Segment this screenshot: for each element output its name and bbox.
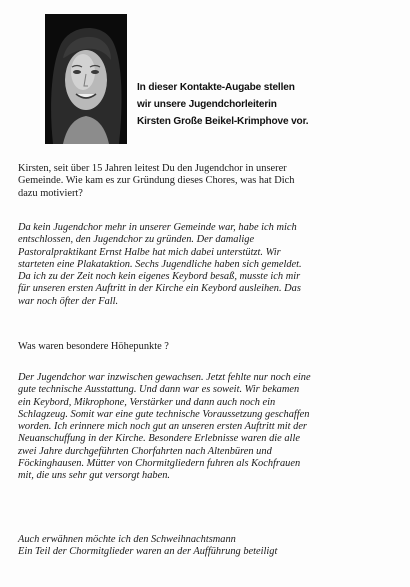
question-line: dazu motiviert? — [18, 187, 83, 199]
answer-line: gute technische Ausstattung. Und dann war es soweit. Wir bekamen — [18, 384, 300, 396]
answer-1 — [18, 222, 406, 308]
answer-line: starteten eine Plakataktion. Sechs Jugendliche haben sich gemeldet. — [18, 258, 302, 270]
intro-line: Kirsten Große Beikel-Krimphove vor. — [137, 115, 309, 127]
answer-line: Neuanschuffung in der Kirche. Besondere Erlebnisse waren die alle — [18, 433, 300, 445]
answer-line: für unseren ersten Auftritt in der Kirche ein Keybord ausleihen. Das — [18, 283, 301, 295]
answer-2 — [18, 372, 406, 483]
answer-line: zwei Jahre durchgeführten Chorfahrten nach Altenbüren und — [18, 445, 272, 457]
answer-line: Föckinghausen. Mütter von Chormitgliedern fuhren als Kochfrauen — [18, 458, 301, 470]
answer-line: Schlagzeug. Somit war eine gute technische Voraussetzung geschaffen — [18, 408, 310, 420]
question-2 — [18, 341, 406, 353]
answer-line: entschlossen, den Jugendchor zu gründen. Der damalige — [18, 234, 255, 246]
answer-line: worden. Ich erinnere mich noch gut an unseren ersten Auftritt mit der — [18, 421, 307, 433]
question-line: Kirsten, seit über 15 Jahren leitest Du den Jugendchor in unserer — [18, 163, 287, 174]
question-1 — [18, 163, 406, 200]
answer-line: Da kein Jugendchor mehr in unserer Gemeinde war, habe ich mich — [18, 222, 297, 233]
answer-line: ein Keybord, Mikrophone, Verstärker und dann auch noch ein — [18, 396, 276, 408]
answer-3 — [18, 534, 406, 559]
answer-line: Pastoralpraktikant Ernst Halbe hat mich dabei unterstützt. Wir — [18, 246, 281, 258]
answer-line: Der Jugendchor war inzwischen gewachsen. Jetzt fehlte nur noch eine — [18, 372, 311, 383]
intro-line: In dieser Kontakte-Augabe stellen — [137, 82, 295, 93]
question-line: Was waren besondere Höhepunkte ? — [18, 341, 169, 352]
intro-heading — [137, 80, 407, 130]
answer-line: war noch öfter der Fall. — [18, 295, 119, 307]
answer-line: mit, die uns sehr gut versorgt haben. — [18, 470, 170, 482]
question-line: Gemeinde. Wie kam es zur Gründung dieses Chores, was hat Dich — [18, 175, 295, 187]
portrait-photo — [45, 14, 127, 144]
answer-line: Auch erwähnen möchte ich den Schweihnachtsmann — [18, 534, 236, 545]
answer-line: Ein Teil der Chormitglieder waren an der Aufführung beteiligt — [18, 546, 278, 558]
intro-line: wir unsere Jugendchorleiterin — [137, 98, 277, 110]
answer-line: Da ich zu der Zeit noch kein eigenes Keybord besaß, musste ich mir — [18, 271, 301, 283]
